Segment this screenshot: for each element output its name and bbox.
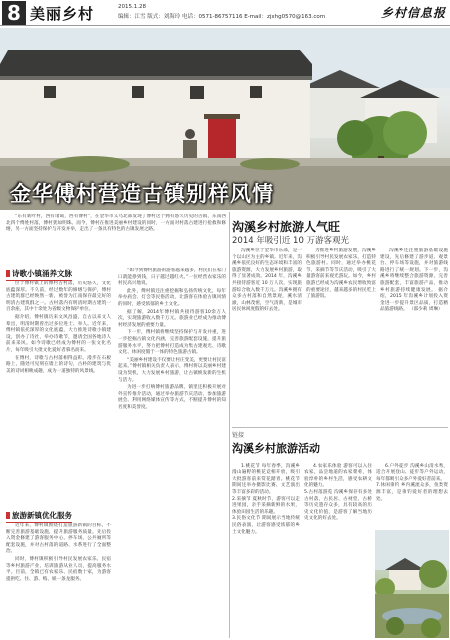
feature-column-3 (380, 248, 448, 424)
issue-meta (118, 3, 146, 11)
intro-paragraph (6, 214, 226, 264)
article-mid-column (118, 268, 226, 638)
paragraph: 位于傅村镇上的傅村古村落，历史悠久，文化底蕴深厚。不久前，经过数年的修缮与保护，傅村古建筑群已经焕然一新，被誉为江南保存最完好的明清古建筑群之一。古村落内有明清时期古建筑一百余座，其中十余处为省级文物保护单位。 (6, 281, 111, 313)
paragraph: 此外，傅村镇还注重挖掘和弘扬传统文化，每年举办庙会、灯会等民俗活动，让游客在体验古镇风情的同时，感受浓郁的乡土文化。 (118, 288, 226, 307)
hero-headline: 金华傅村营造古镇别样风情 (10, 182, 274, 206)
issue-editor: 编辑：江雪 版式：刘海玲 (118, 14, 181, 20)
paragraph: 1.桃花节 每年春季，沟溪乡漫山遍野的桃花竞相开放，吸引大批游客前来赏花踏青。桃花节期间还举办摄影比赛、文艺演出等丰富多彩的活动。 2.采摘节 夏秋时节，游客可以走进果园，亲手采摘新鲜的水果，体验田园生活的乐趣。 3.民俗文化节 期间展示当地传统民俗表演，让游客感受浓郁的乡土文化魅力。 (232, 463, 300, 535)
paragraph: 4.农家乐体验 游客可以入住农家，品尝地道的农家菜肴，体验淳朴的乡村生活，感受农耕文化的魅力。 5.古村落游览 沟溪乡保存有多处古村落，古民居、古祠堂、古桥等历史遗存众多，具有较高的历史文化价值，是游客了解当地历史文化的好去处。 (304, 463, 372, 522)
column-divider (229, 212, 230, 638)
feature-title: 沟溪乡村旅游人气旺 (232, 220, 341, 234)
subhead-poetry-town-text: 诗歌小镇涌养文脉 (12, 269, 72, 278)
garden-photo-illustration (375, 530, 449, 638)
paragraph: 同时，傅村镇积极引导村民发展农家乐、民宿等乡村旅游产业，培训旅游从业人员，提高服务水平。目前，全镇已有农家乐、民宿数十家，为游客提供吃、住、游、购、娱一条龙服务。 (6, 556, 111, 582)
subhead-tourism-town-text: 旅游新镇优化服务 (12, 511, 72, 520)
section-title: 美丽乡村 (30, 5, 95, 23)
subhead-marker (6, 270, 10, 277)
feature-column-2 (306, 248, 376, 424)
intro-text: “东有新叶村，西有诸葛，西有傅村”，在金华市义乌北部发现了傅村这个拥有悠久历史的古镇，东南西北四个傅姓村落，傅村犹如明珠。而今，傅村在推进美丽乡村建设的同时，一方面对村落古建进行抢救和修缮，另一方面坚持保护与开发并举，走出了一条具有特色的古镇发展之路。 (6, 214, 226, 233)
box-column-1 (232, 457, 300, 638)
page-number: 8 (2, 1, 26, 25)
paragraph: 据了解，2014年傅村镇共接待游客10余万人次，实现旅游收入数千万元。旅游业已经成为推动傅村经济发展的重要力量。 (118, 309, 226, 328)
paragraph: 下一步，傅村镇将继续坚持保护与开发并重，进一步挖掘古镇文化内涵，完善旅游配套设施，提升旅游服务水平，努力把傅村打造成为集古建观光、诗歌文化、休闲度假于一体的特色旅游古镇。 (118, 330, 226, 356)
subhead-poetry-town (6, 268, 72, 281)
article-left-column-2 (6, 523, 111, 638)
issue-contact: 电话：0571-86757116 E-mail：zjxhg0570@163.com (182, 14, 326, 20)
paragraph: 为推进乡村旅游发展，沟溪乡积极引导村民发展农家乐，打造特色旅游村。同时，通过举办桃花节、采摘节等节庆活动，吸引了大量游客前来观光游玩。如今，乡村旅游已经成为沟溪乡农民增收致富的重要途径，越来越多的村民吃上了旅游饭。 (306, 248, 376, 300)
feature-subtitle: 2014 年吸引近 10 万游客观光 (232, 236, 350, 246)
section-divider (232, 427, 448, 428)
paragraph: 据介绍，傅村镇历来文风昌盛，自古以来文人辈出，明清时期曾出过多位进士、举人。近年来，傅村镇依托深厚的文化底蕴，大力推进诗歌小镇建设，创办了诗社，举办诗歌节，邀请全国各地诗人前来采风。如今诗歌已经成为傅村的一张文化名片，每年吸引大批文化爱好者慕名而来。 (6, 314, 111, 353)
paragraph: 为进一步打响傅村旅游品牌，镇里还积极开展对外宣传推介活动，通过举办旅游节庆活动、参加旅游展会、利用网络媒体宣传等方式，不断提升傅村的知名度和美誉度。 (118, 385, 226, 410)
paragraph: “美丽乡村建设不仅要让村庄变美，更要让村民富起来。”傅村镇相关负责人表示，傅村将以美丽乡村建设为契机，大力发展乡村旅游，让古镇焕发新的生机与活力。 (118, 357, 226, 383)
paragraph: 近年来，傅村镇围绕打造旅游新镇的目标，不断完善旅游基础设施，提升旅游服务质量。先后投入资金修建了游客服务中心、停车场、公共厕所等配套设施，并对古村落的道路、水系进行了全面整治。 (6, 523, 111, 555)
feature-column-1 (232, 248, 302, 424)
article-left-column-1 (6, 281, 111, 506)
masthead (0, 0, 450, 26)
garden-photo (375, 530, 449, 638)
issue-credits (118, 12, 325, 20)
box-label: 链接 (232, 432, 245, 439)
box-column-2 (304, 457, 372, 638)
paragraph: “如今到傅村旅游的游客越来越多，村民们在家门口就能挣到钱，日子越过越红火。”一位经营农家乐的村民高兴地说。 (118, 268, 226, 287)
subhead-marker (6, 512, 10, 519)
box-column-3 (376, 457, 448, 527)
paragraph: 沟溪乡位于金华市东部，是一个以山区为主的乡镇。近年来，沟溪乡依托良好的生态环境和丰富的旅游资源，大力发展乡村旅游，取得了显著成效。2014 年，沟溪乡共接待游客近 10 万人次，实现旅游综合收入数千万元。沟溪乡拥有众多古村落和自然景观，溪水清澈，山林茂密，空气清新，是城市居民休闲度假的好去处。 (232, 248, 302, 313)
subhead-tourism-town (6, 510, 72, 523)
issue-date: 2015.1.28 (118, 4, 146, 10)
paragraph: 6.户外徒步 沟溪乡山清水秀，适合开展登山、徒步等户外运动，每年都吸引众多户外爱好者前来。 7.休闲垂钓 乡内溪流众多，鱼类资源丰富，是垂钓爱好者的理想去处。 (376, 463, 448, 502)
box-title: 沟溪乡村旅游活动 (232, 442, 320, 455)
hero-photo (0, 28, 450, 210)
newspaper-name: 乡村信息报 (380, 6, 446, 20)
paragraph: 在傅村，诗歌与古村落相得益彰。漫步在石板路上，随处可见刻在墙上的诗句，古朴的建筑与优美的诗词相映成趣，成为一道独特的风景线。 (6, 355, 111, 374)
paragraph: 沟溪乡还注重旅游基础设施建设，先后修建了游步道、观景台、停车场等设施，并对旅游线路进行了统一规划。下一步，沟溪乡将继续整合旅游资源，完善旅游配套，丰富旅游产品，推动乡村旅游持续健康发展。 据介绍，2015 年沟溪乡计划投入资金进一步提升景区品质，打造精品旅游线路。 （邵少莉 周琳） (380, 248, 448, 313)
